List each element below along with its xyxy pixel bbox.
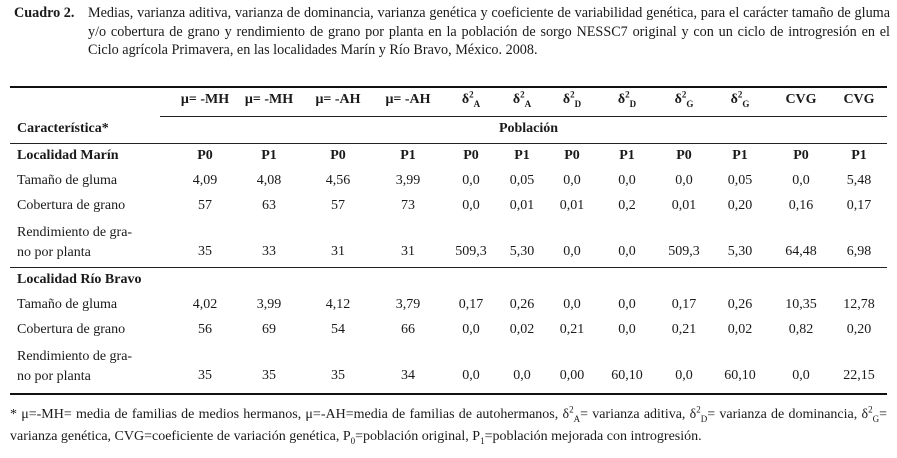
table-cell: 0,20 xyxy=(727,198,753,213)
population-code: P0 xyxy=(564,148,580,163)
table-cell: 4,12 xyxy=(325,297,351,312)
caption-text: Medias, varianza aditiva, varianza de dominancia, varianza genética y coeficiente de variabilidad genética, para el carácter tamaño de gluma y/o cobertura de grano y rendimiento de grano por planta en la población de sorgo NESSC7 original y con un ciclo de introgresión en el Ciclo agrícola Primavera, en las localidades Marín y Río Bravo, México. 2008. xyxy=(88,5,890,58)
table-cell: 0,17 xyxy=(846,198,872,213)
table-cell: 35 xyxy=(331,368,345,383)
table-cell: 73 xyxy=(401,198,415,213)
table-cell: 57 xyxy=(331,198,345,213)
header-symbols-row xyxy=(10,89,887,114)
table-cell: 0,02 xyxy=(727,322,753,337)
table-cell: 35 xyxy=(198,368,212,383)
column-symbol-header: μ= -AH xyxy=(385,92,431,107)
table-cell: 60,10 xyxy=(724,368,756,383)
population-code: P0 xyxy=(676,148,692,163)
table-cell: 0,00 xyxy=(559,368,585,383)
table-row xyxy=(10,297,887,317)
table-cell: 22,15 xyxy=(843,368,875,383)
table-cell: 0,01 xyxy=(509,198,535,213)
table-row xyxy=(10,223,887,265)
table-row xyxy=(10,198,887,218)
population-code: P0 xyxy=(793,148,809,163)
table-cell: 4,56 xyxy=(325,173,351,188)
table-cell: 0,0 xyxy=(675,173,693,188)
table-cell: 0,05 xyxy=(727,173,753,188)
table-cell: 4,08 xyxy=(256,173,282,188)
column-symbol-header: $\delta^2_G$ xyxy=(730,89,750,109)
table-cell: 5,30 xyxy=(509,244,535,259)
table-cell: 56 xyxy=(198,322,212,337)
table-cell: 12,78 xyxy=(843,297,875,312)
table-cell: 0,0 xyxy=(618,244,636,259)
row-label: Cobertura de grano xyxy=(17,322,126,337)
table-cell: 0,0 xyxy=(792,368,810,383)
table-cell: 509,3 xyxy=(668,244,700,259)
table-cell: 0,0 xyxy=(513,368,531,383)
row-label xyxy=(17,223,165,263)
table-cell: 6,98 xyxy=(846,244,872,259)
section-divider xyxy=(10,267,887,268)
table-cell: 0,0 xyxy=(462,368,480,383)
table-caption xyxy=(14,4,890,60)
population-header: Población xyxy=(498,121,559,136)
column-symbol-header: μ= -AH xyxy=(315,92,361,107)
table-cell: 0,0 xyxy=(792,173,810,188)
table-cell: 69 xyxy=(262,322,276,337)
table-cell: 0,82 xyxy=(788,322,814,337)
table-cell: 35 xyxy=(198,244,212,259)
table-cell: 0,26 xyxy=(509,297,535,312)
column-symbol-header: CVG xyxy=(785,92,817,107)
table-cell: 0,0 xyxy=(675,368,693,383)
column-symbol-header: $\delta^2_D$ xyxy=(562,89,582,109)
header-label-row xyxy=(10,121,887,141)
table-cell: 54 xyxy=(331,322,345,337)
table-cell: 0,21 xyxy=(559,322,585,337)
table-cell: 5,48 xyxy=(846,173,872,188)
table-cell: 35 xyxy=(262,368,276,383)
table-bottom-rule xyxy=(10,393,887,395)
table-cell: 3,99 xyxy=(256,297,282,312)
table-cell: 31 xyxy=(331,244,345,259)
table-cell: 64,48 xyxy=(785,244,817,259)
table-cell: 3,99 xyxy=(395,173,421,188)
column-symbol-header: $\delta^2_G$ xyxy=(674,89,694,109)
table-cell: 0,0 xyxy=(563,297,581,312)
population-code: P0 xyxy=(463,148,479,163)
table-cell: 3,79 xyxy=(395,297,421,312)
table-cell: 10,35 xyxy=(785,297,817,312)
table-row xyxy=(10,173,887,193)
table-cell: 0,0 xyxy=(462,173,480,188)
table-cell: 33 xyxy=(262,244,276,259)
table-cell: 34 xyxy=(401,368,415,383)
population-code: P1 xyxy=(261,148,277,163)
population-code: P1 xyxy=(514,148,530,163)
table-cell: 5,30 xyxy=(727,244,753,259)
table-cell: 31 xyxy=(401,244,415,259)
table-cell: 0,17 xyxy=(671,297,697,312)
header-rule xyxy=(160,116,887,117)
population-code: P1 xyxy=(400,148,416,163)
table-cell: 0,01 xyxy=(559,198,585,213)
table-cell: 0,2 xyxy=(618,198,636,213)
column-symbol-header: μ= -MH xyxy=(244,92,294,107)
section-title: Localidad Río Bravo xyxy=(17,272,142,287)
table-row xyxy=(10,347,887,389)
table-cell: 509,3 xyxy=(455,244,487,259)
table-cell: 0,01 xyxy=(671,198,697,213)
table-cell: 0,26 xyxy=(727,297,753,312)
footnote-text: * μ=-MH= media de familias de medios hermanos, μ=-AH=media de familias de autohermanos, $\delta^2_A=$ varianza aditiva, $\delta^2_D=$ varianza de dominancia, $\delta^2_G=$ varianza genética, CVG=coeficiente de variación genética, $P_0=población$ original, $P_1=población$ mejorada con introgresión. xyxy=(10,404,887,446)
population-code: P1 xyxy=(732,148,748,163)
table-cell: 0,20 xyxy=(846,322,872,337)
table-cell: 66 xyxy=(401,322,415,337)
population-code: P0 xyxy=(197,148,213,163)
table-cell: 63 xyxy=(262,198,276,213)
table-cell: 4,09 xyxy=(192,173,218,188)
table-top-rule xyxy=(10,86,887,88)
row-label-line2: no por planta xyxy=(17,369,91,384)
footnote xyxy=(10,404,887,448)
column-symbol-header: CVG xyxy=(843,92,875,107)
table-cell: 0,0 xyxy=(563,173,581,188)
section-title: Localidad Marín xyxy=(17,148,119,163)
table-cell: 60,10 xyxy=(611,368,643,383)
row-label: Tamaño de gluma xyxy=(17,173,118,188)
table-cell: 0,0 xyxy=(618,297,636,312)
table-cell: 0,0 xyxy=(462,322,480,337)
row-label-line1: Rendimiento de gra- xyxy=(17,225,133,240)
population-code: P1 xyxy=(851,148,867,163)
row-label xyxy=(17,347,165,387)
characteristic-header: Característica* xyxy=(17,121,109,136)
section-header-row xyxy=(10,148,887,168)
section-header-row xyxy=(10,272,887,292)
header-bottom-rule xyxy=(10,143,887,144)
table-cell: 0,05 xyxy=(509,173,535,188)
table-cell: 0,17 xyxy=(458,297,484,312)
row-label: Tamaño de gluma xyxy=(17,297,118,312)
row-label-line2: no por planta xyxy=(17,245,91,260)
population-code: P0 xyxy=(330,148,346,163)
row-label: Cobertura de grano xyxy=(17,198,126,213)
table-cell: 4,02 xyxy=(192,297,218,312)
table-cell: 0,0 xyxy=(618,322,636,337)
table-row xyxy=(10,322,887,342)
column-symbol-header: $\delta^2_D$ xyxy=(617,89,637,109)
table-cell: 0,16 xyxy=(788,198,814,213)
table-cell: 0,0 xyxy=(563,244,581,259)
table-cell: 57 xyxy=(198,198,212,213)
column-symbol-header: μ= -MH xyxy=(180,92,230,107)
table-cell: 0,02 xyxy=(509,322,535,337)
column-symbol-header: $\delta^2_A$ xyxy=(461,89,481,109)
population-code: P1 xyxy=(619,148,635,163)
caption-label: Cuadro 2. xyxy=(14,5,75,21)
table-cell: 0,21 xyxy=(671,322,697,337)
column-symbol-header: $\delta^2_A$ xyxy=(512,89,532,109)
row-label-line1: Rendimiento de gra- xyxy=(17,349,133,364)
table-cell: 0,0 xyxy=(462,198,480,213)
table-cell: 0,0 xyxy=(618,173,636,188)
